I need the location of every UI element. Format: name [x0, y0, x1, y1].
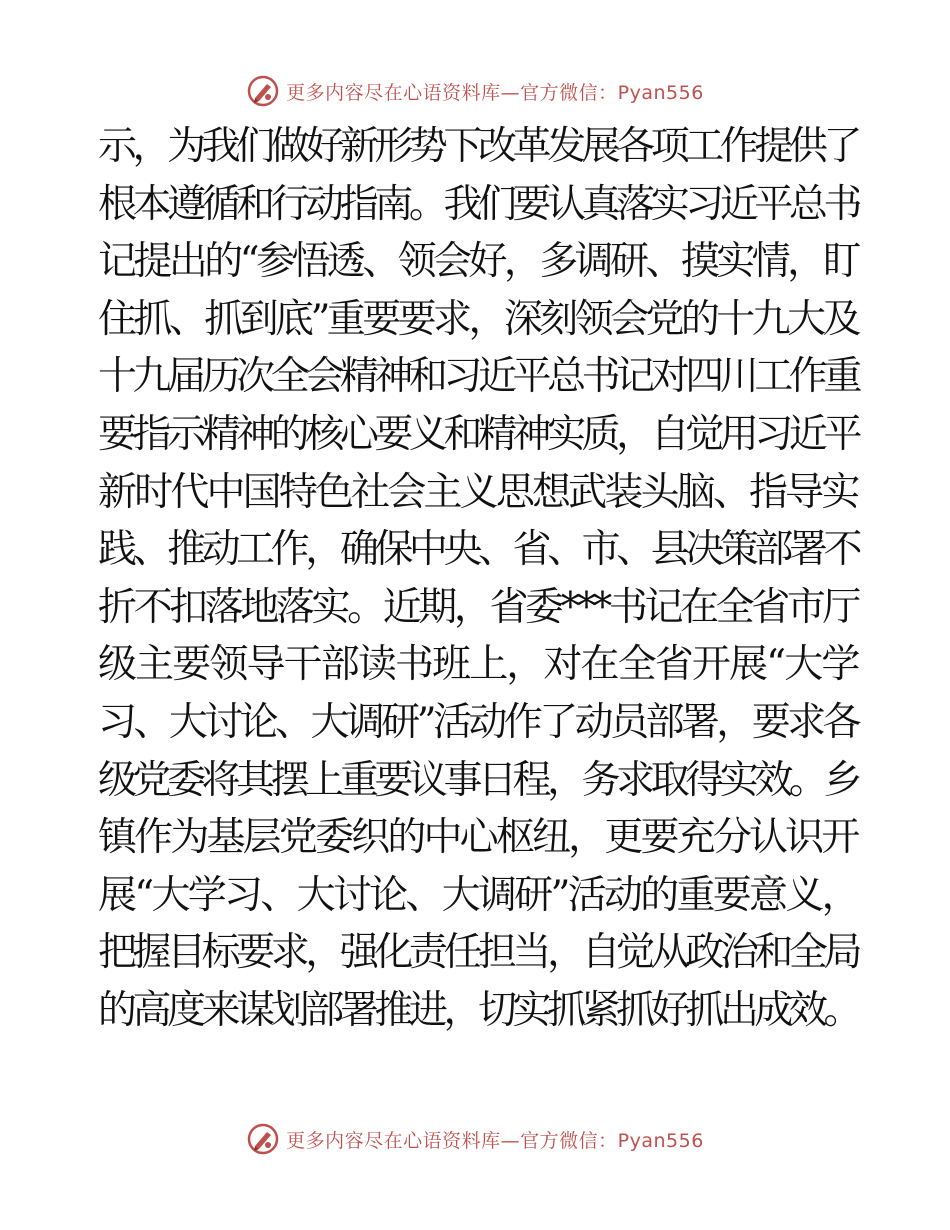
footer-banner: [0, 1119, 950, 1159]
document-body: [98, 118, 858, 1040]
body-line: 践、推动工作，确保中央、省、市、县决策部署不: [98, 527, 859, 573]
body-line: 展“大学习、大讨论、大调研”活动的重要意义，: [98, 872, 858, 918]
header-text: 更多内容尽在心语资料库—官方微信：Pyan556: [286, 81, 704, 104]
body-line: 示，为我们做好新形势下改革发展各项工作提供了: [98, 124, 859, 169]
header-banner: [0, 71, 950, 111]
body-line: 十九届历次全会精神和习近平总书记对四川工作重: [98, 354, 859, 400]
body-line: 记提出的“参悟透、领会好，多调研、摸实情，盯: [98, 239, 858, 285]
footer-text: 更多内容尽在心语资料库—官方微信：Pyan556: [286, 1129, 704, 1152]
body-line: 的高度来谋划部署推进，切实抓紧抓好抓出成效。: [98, 987, 859, 1033]
body-line: 折不扣落地落实。近期，省委***书记在全省市厅: [98, 584, 859, 630]
body-line: 级主要领导干部读书班上，对在全省开展“大学: [98, 642, 859, 688]
body-line: 新时代中国特色社会主义思想武装头脑、指导实: [98, 469, 858, 515]
body-line: 把握目标要求，强化责任担当，自觉从政治和全局: [98, 930, 859, 976]
body-line: 根本遵循和行动指南。我们要认真落实习近平总书: [98, 181, 859, 227]
body-line: 要指示精神的核心要义和精神实质，自觉用习近平: [98, 411, 859, 457]
pen-circle-logo-icon: [246, 74, 280, 108]
body-line: 住抓、抓到底”重要要求，深刻领会党的十九大及: [98, 296, 858, 342]
body-line: 镇作为基层党委织的中心枢纽，更要充分认识开: [98, 815, 858, 861]
body-line: 习、大讨论、大调研”活动作了动员部署，要求各: [98, 699, 858, 745]
pen-circle-logo-icon: [246, 1122, 280, 1156]
body-line: 级党委将其摆上重要议事日程，务求取得实效。乡: [98, 757, 859, 803]
